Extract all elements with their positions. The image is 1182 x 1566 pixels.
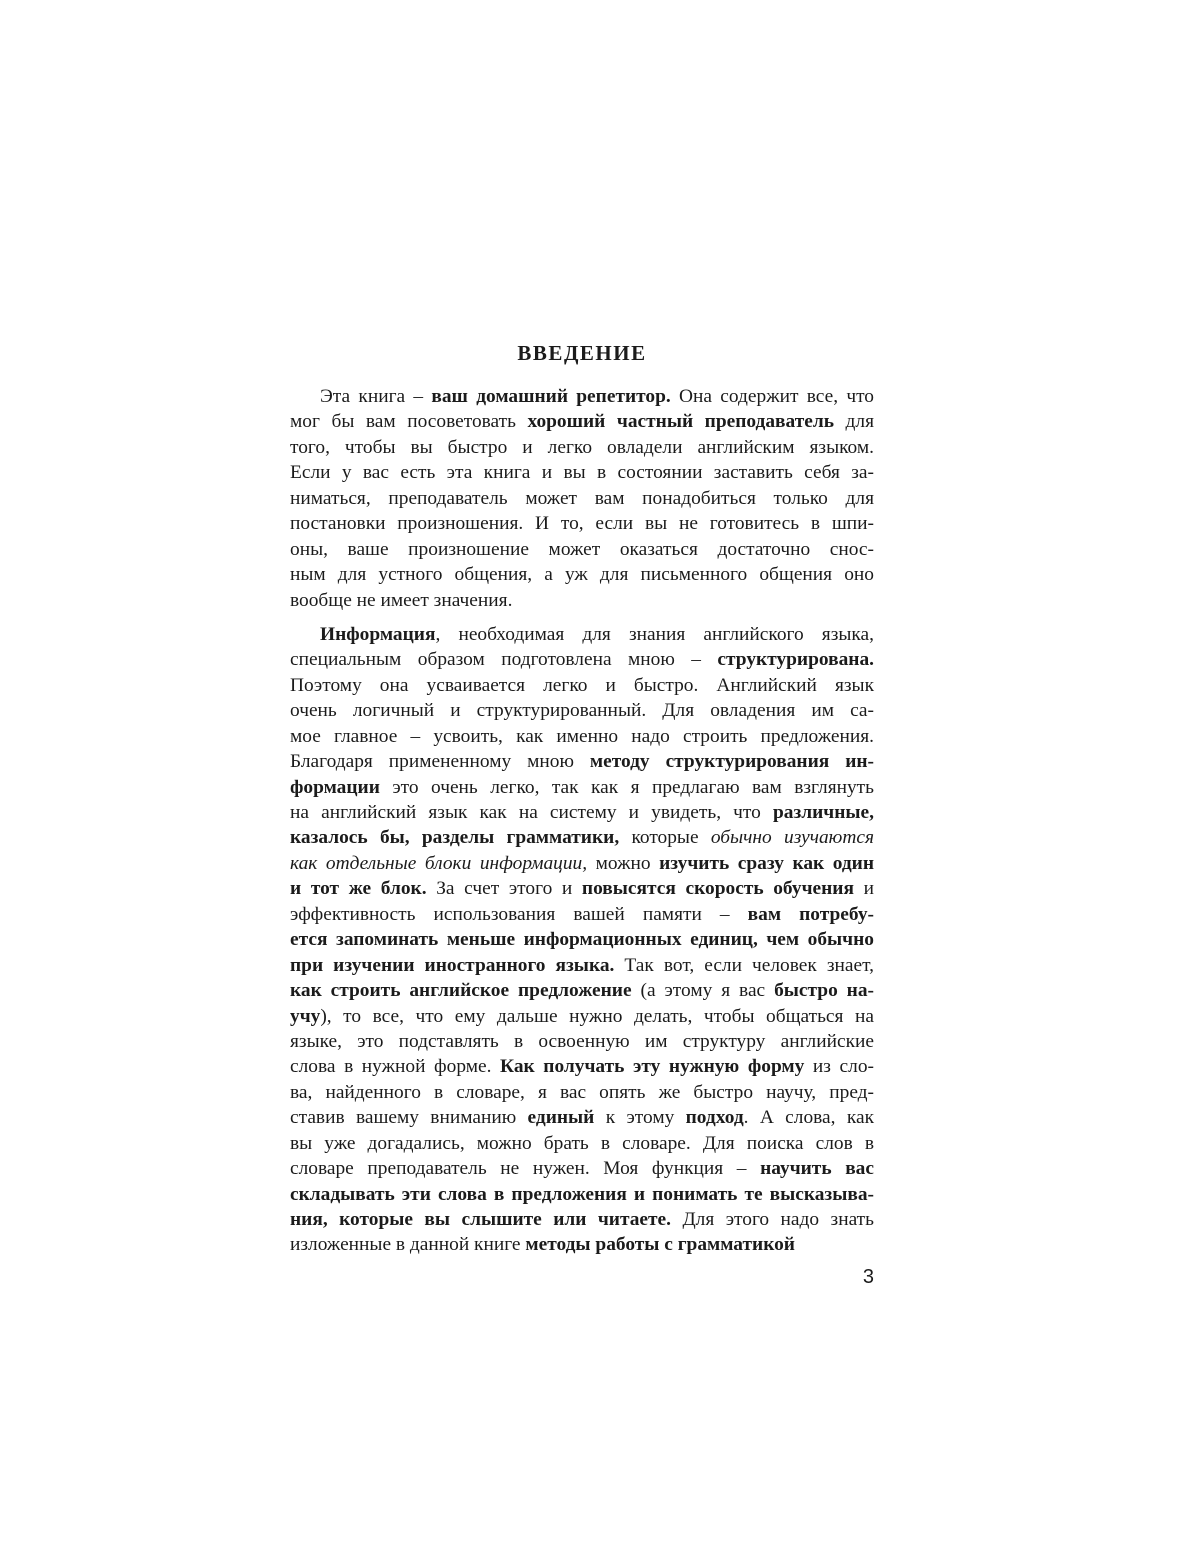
body-text	[290, 384, 874, 1258]
text: Поэтому она усваивается легко и быстро. Английский язык	[290, 674, 874, 696]
text-line	[290, 673, 874, 698]
bold-text: казалось бы, разделы грамматики,	[290, 827, 620, 849]
text: Так вот, если человек знает,	[614, 954, 874, 976]
text-line	[290, 1080, 874, 1105]
text-line	[290, 588, 874, 613]
text-line	[290, 486, 874, 511]
italic-text: обычно изучаются	[710, 827, 874, 849]
text: Если у вас есть эта книга и вы в состоянии заставить себя за-	[290, 462, 874, 484]
bold-text: Информация	[320, 623, 436, 645]
bold-text: учу	[290, 1005, 321, 1027]
text: к этому	[594, 1107, 686, 1129]
bold-text: при изучении иностранного языка.	[290, 954, 615, 976]
text: мог бы вам посоветовать	[290, 411, 528, 433]
text: и	[853, 878, 874, 900]
text: можно	[587, 852, 660, 874]
text: специальным образом подготовлена мною –	[290, 649, 718, 671]
bold-text: изучить сразу как один	[659, 852, 874, 874]
text: это очень легко, так как я предлагаю вам взглянуть	[379, 776, 874, 798]
bold-text: и тот же блок.	[290, 878, 427, 900]
text-line	[290, 851, 874, 876]
bold-text: хороший частный преподаватель	[527, 411, 834, 433]
text: того, чтобы вы быстро и легко овладели английским языком.	[290, 436, 874, 458]
italic-text: как отдельные блоки информации,	[290, 852, 588, 874]
bold-text: структурирована.	[717, 649, 874, 671]
text: Она содержит все, что	[670, 386, 875, 407]
text-line	[290, 409, 874, 434]
text-line	[290, 384, 874, 409]
text: очень логичный и структурированный. Для овладения им са-	[290, 700, 874, 722]
text-line	[290, 1207, 874, 1232]
text-line	[290, 1105, 874, 1130]
text: Для этого надо знать	[671, 1209, 874, 1230]
bold-text: складывать эти слова в предложения и понимать те высказыва-	[290, 1183, 874, 1205]
text: , необходимая для знания английского языка,	[435, 623, 874, 645]
paragraph	[290, 622, 874, 1258]
paragraph	[290, 384, 874, 613]
text: словаре преподаватель не нужен. Моя функция –	[290, 1158, 761, 1180]
text: ставив вашему вниманию	[290, 1107, 528, 1129]
text-line	[290, 724, 874, 749]
text: изложенные в данной книге	[290, 1234, 526, 1256]
text: Эта книга –	[320, 386, 432, 407]
text: вы уже догадались, можно брать в словаре. Для поиска слов в	[290, 1132, 874, 1154]
text-line	[290, 775, 874, 800]
text: эффективность использования вашей памяти –	[290, 903, 748, 925]
text: ниматься, преподаватель может вам понадобиться только для	[290, 487, 874, 509]
text-line	[290, 1156, 874, 1181]
text-line	[290, 1232, 874, 1257]
text-line	[290, 435, 874, 460]
text-line	[290, 978, 874, 1003]
text-line	[290, 537, 874, 562]
bold-text: ется запоминать меньше информационных единиц, чем обычно	[290, 929, 874, 951]
bold-text: ния, которые вы слышите или читаете.	[290, 1209, 672, 1230]
text: Благодаря примененному мною	[290, 751, 590, 773]
text-line	[290, 1131, 874, 1156]
bold-text: подход	[685, 1107, 744, 1129]
bold-text: Как получать эту нужную форму	[500, 1056, 805, 1078]
page-heading: ВВЕДЕНИЕ	[517, 341, 647, 365]
text: оны, ваше произношение может оказаться достаточно снос-	[290, 538, 874, 560]
bold-text: научить вас	[760, 1158, 874, 1180]
text-line	[290, 1029, 874, 1054]
text: . А слова, как	[743, 1107, 875, 1129]
paragraph-gap	[290, 613, 874, 622]
bold-text: ваш домашний репетитор.	[431, 386, 671, 407]
text: ), то все, что ему дальше нужно делать, чтобы общаться на	[320, 1005, 874, 1027]
bold-text: различные,	[772, 802, 874, 823]
text-line	[290, 562, 874, 587]
text-line	[290, 1004, 874, 1029]
text: вообще не имеет значения.	[290, 589, 513, 611]
bold-text: повысятся скорость обучения	[581, 878, 854, 900]
text-line	[290, 927, 874, 952]
text-line	[290, 511, 874, 536]
text-line	[290, 876, 874, 901]
text: языке, это подставлять в освоенную им структуру английские	[290, 1030, 874, 1052]
bold-text: формации	[290, 776, 380, 798]
text: ва, найденного в словаре, я вас опять же быстро научу, пред-	[290, 1081, 874, 1103]
text-line	[290, 749, 874, 774]
text-line	[290, 902, 874, 927]
bold-text: быстро на-	[774, 980, 874, 1002]
page-number: 3	[862, 1266, 874, 1288]
text: для	[833, 411, 874, 433]
text-line	[290, 1182, 874, 1207]
text-line	[290, 647, 874, 672]
text-line	[290, 460, 874, 485]
bold-text: вам потребу-	[747, 903, 874, 925]
text-line	[290, 953, 874, 978]
text: мое главное – усвоить, как именно надо строить предложения.	[290, 725, 874, 747]
text: ным для устного общения, а уж для письменного общения оно	[290, 564, 874, 586]
text: которые	[619, 827, 711, 849]
text: слова в нужной форме.	[290, 1056, 501, 1078]
text: постановки произношения. И то, если вы не готовитесь в шпи-	[290, 513, 874, 535]
text-line	[290, 698, 874, 723]
text: (а этому я вас	[631, 980, 775, 1002]
text-line	[290, 1054, 874, 1079]
bold-text: методы работы с грамматикой	[525, 1234, 795, 1256]
text-line	[290, 622, 874, 647]
bold-text: единый	[527, 1107, 595, 1129]
text: За счет этого и	[426, 878, 582, 900]
text: из сло-	[804, 1056, 874, 1078]
bold-text: как строить английское предложение	[290, 980, 632, 1002]
text-line	[290, 825, 874, 850]
text: на английский язык как на систему и увидеть, что	[290, 802, 773, 823]
text-line	[290, 800, 874, 825]
bold-text: методу структурирования ин-	[589, 751, 874, 773]
